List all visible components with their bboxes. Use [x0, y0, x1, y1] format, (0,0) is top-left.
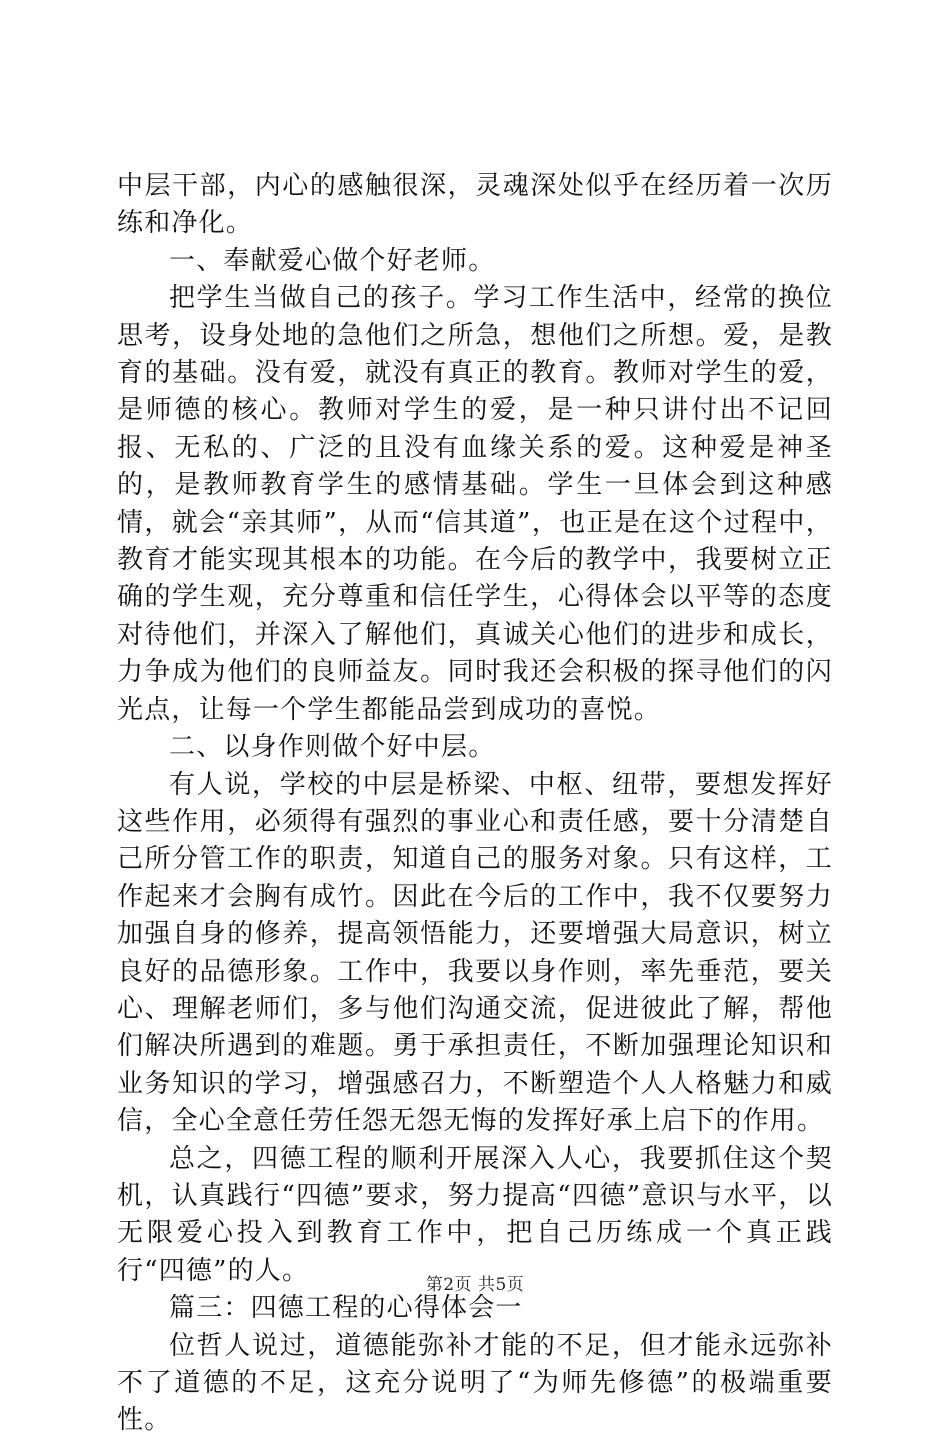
paragraph-philosopher-quote: 位哲人说过，道德能弥补才能的不足，但才能永远弥补不了道德的不足，这充分说明了“为师先修德”的极端重要性。: [117, 1330, 833, 1436]
paragraph-conclusion: 总之，四德工程的顺利开展深入人心，我要抓住这个契机，认真践行“四德”要求，努力提高“四德”意识与水平，以无限爱心投入到教育工作中，把自己历练成一个真正践行“四德”的人。: [117, 1143, 833, 1286]
document-body: [117, 168, 833, 1440]
paragraph-middle-management: 有人说，学校的中层是桥梁、中枢、纽带，要想发挥好这些作用，必须得有强烈的事业心和责任感，要十分清楚自己所分管工作的职责，知道自己的服务对象。只有这样，工作起来才会胸有成竹。因此在今后的工作中，我不仅要努力加强自身的修养，提高领悟能力，还要增强大局意识，树立良好的品德形象。工作中，我要以身作则，率先垂范，要关心、理解老师们，多与他们沟通交流，促进彼此了解，帮他们解决所遇到的难题。勇于承担责任，不断加强理论知识和业务知识的学习，增强感召力，不断塑造个人人格魅力和威信，全心全意任劳任怨无怨无悔的发挥好承上启下的作用。: [117, 769, 833, 1137]
section-heading-1: 一、奉献爱心做个好老师。: [169, 245, 496, 276]
paragraph-love-students: 把学生当做自己的孩子。学习工作生活中，经常的换位思考，设身处地的急他们之所急，想他们之所想。爱，是教育的基础。没有爱，就没有真正的教育。教师对学生的爱，是师德的核心。教师对学生的爱，是一种只讲付出不记回报、无私的、广泛的且没有血缘关系的爱。这种爱是神圣的，是教师教育学生的感情基础。学生一旦体会到这种感情，就会“亲其师”，从而“信其道”，也正是在这个过程中，教育才能实现其根本的功能。在今后的教学中，我要树立正确的学生观，充分尊重和信任学生，心得体会以平等的态度对待他们，并深入了解他们，真诚关心他们的进步和成长，力争成为他们的良师益友。同时我还会积极的探寻他们的闪光点，让每一个学生都能品尝到成功的喜悦。: [117, 283, 833, 725]
paragraph-continuation: 中层干部，内心的感触很深，灵魂深处似乎在经历着一次历练和净化。: [117, 171, 833, 239]
chapter-heading: 篇三：四德工程的心得体会一: [169, 1293, 523, 1324]
section-heading-2: 二、以身作则做个好中层。: [169, 732, 496, 763]
page-number-footer: 第2页 共5页: [425, 1275, 525, 1295]
